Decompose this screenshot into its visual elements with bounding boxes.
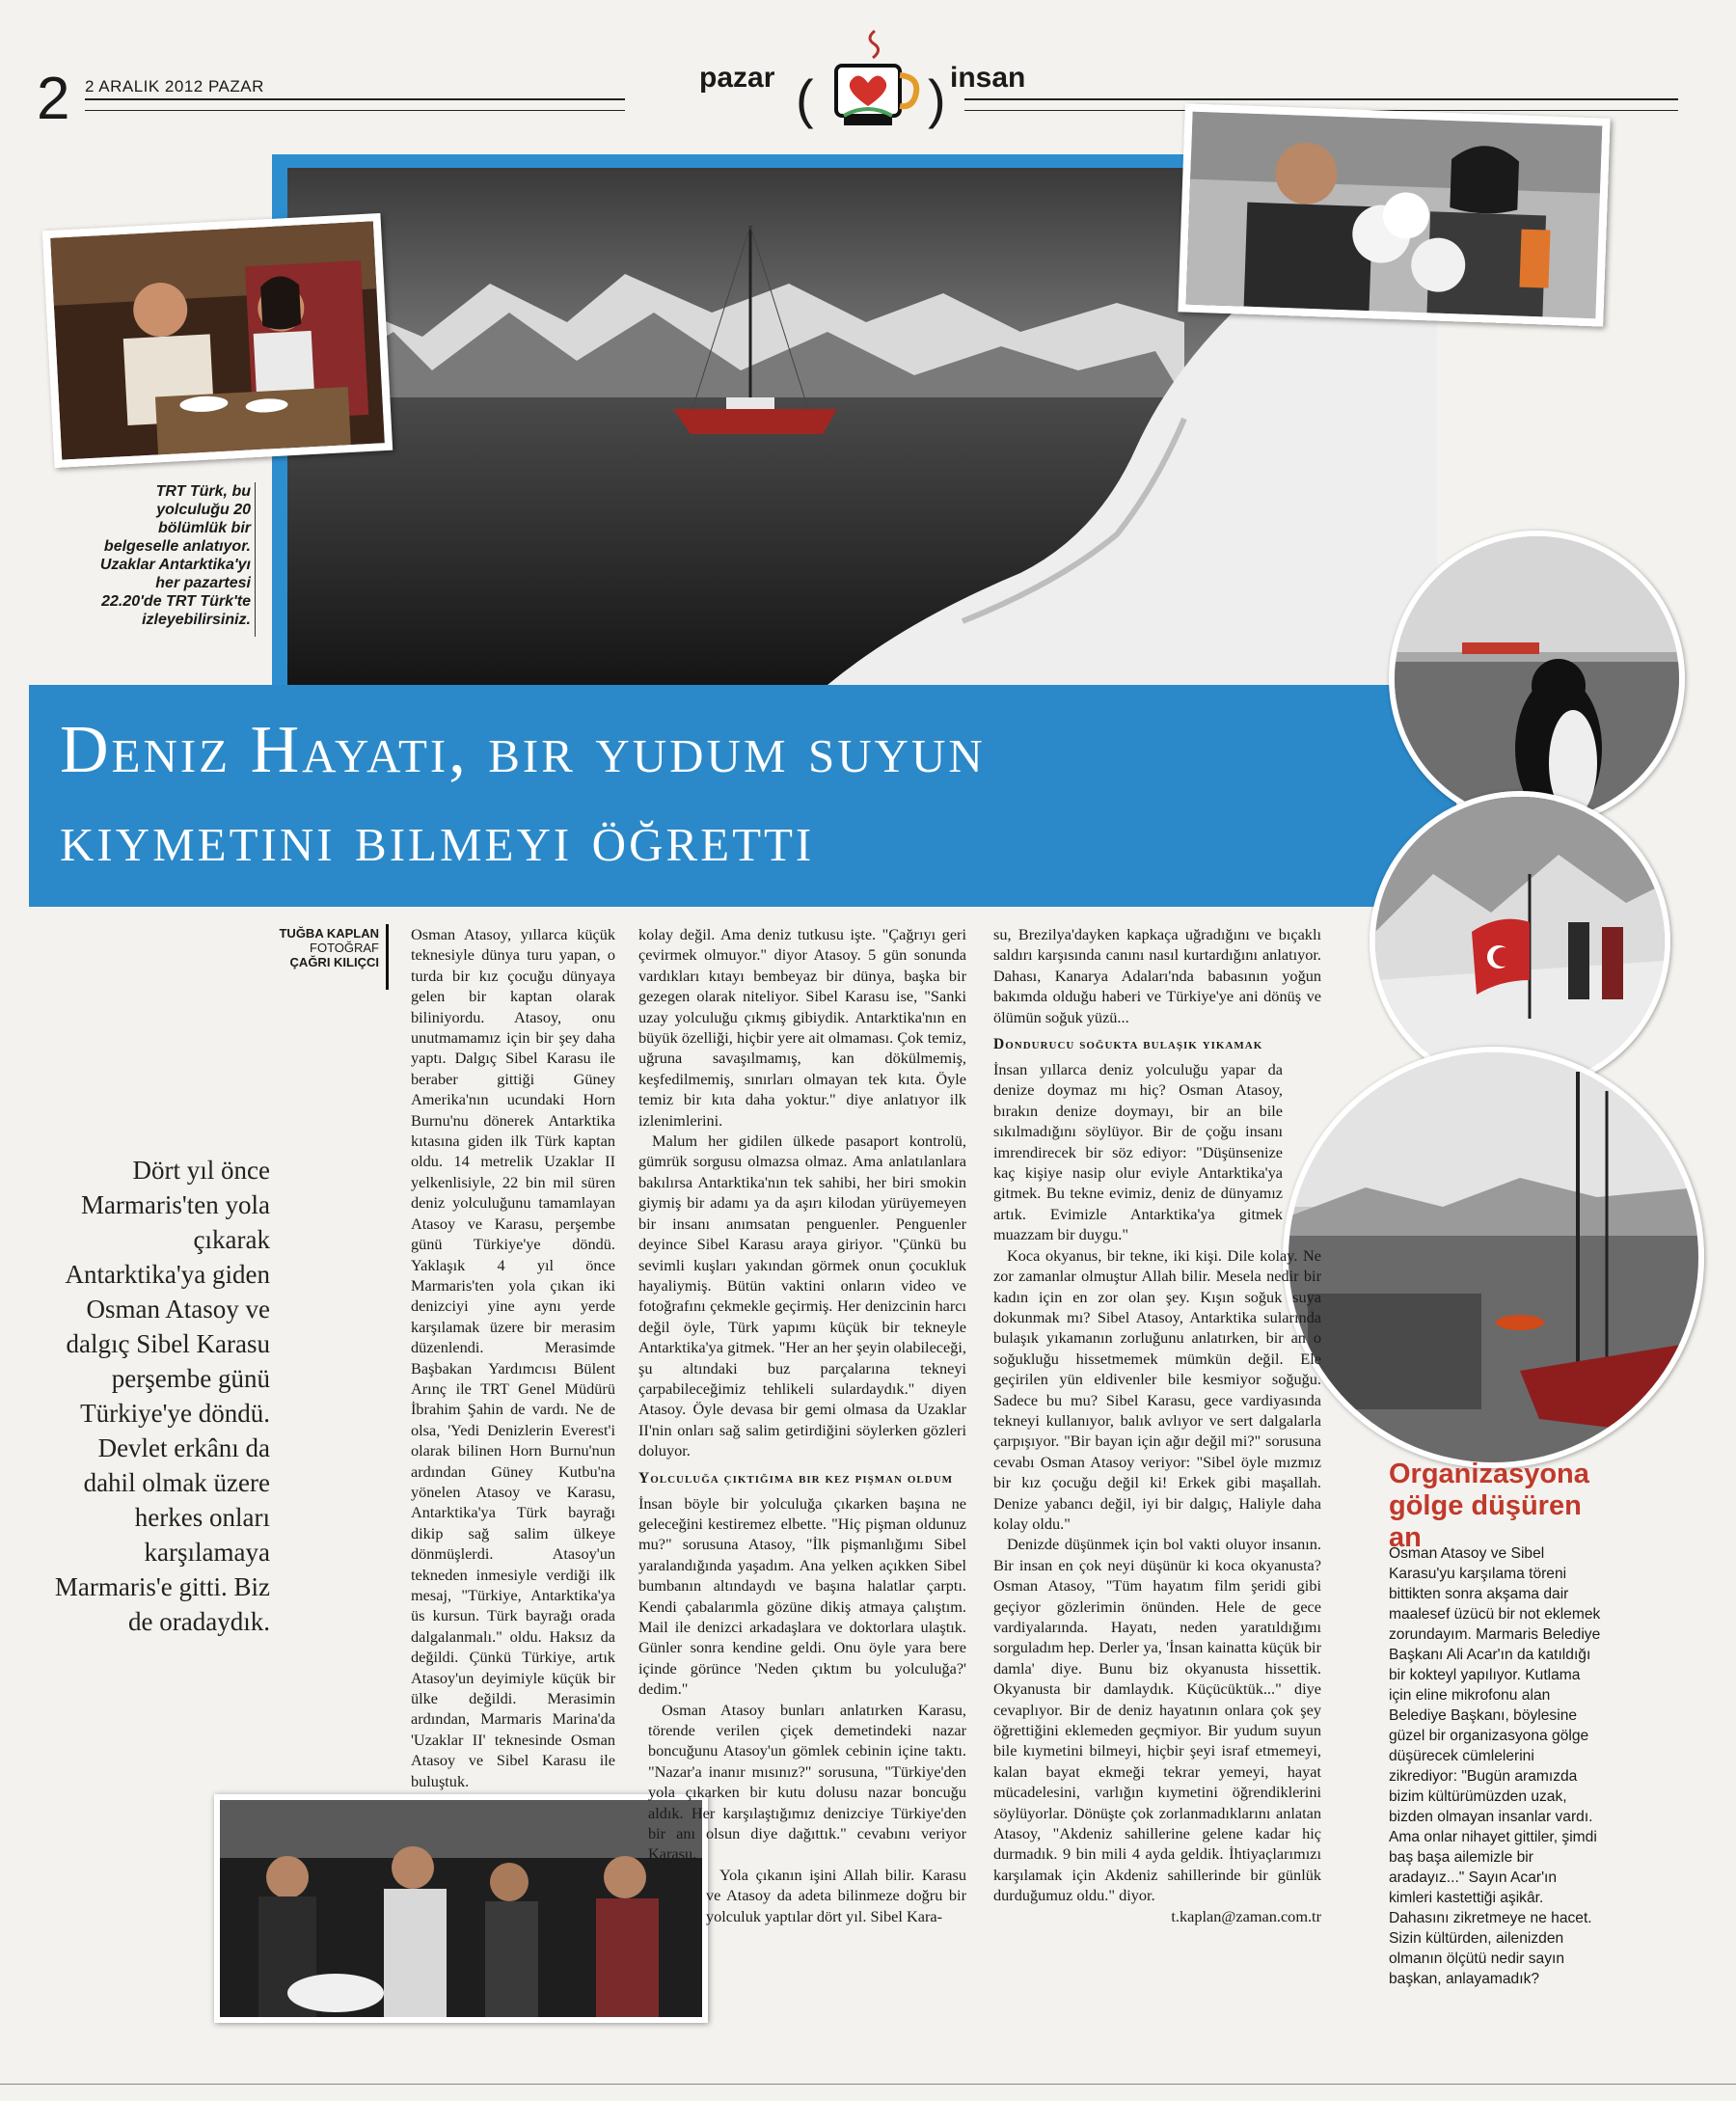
paragraph: İnsan böyle bir yolculuğa çıkarken başına ne geleceğini kestiremez elbette. "Hiç pişman oldunuz mu?" sorusuna Atasoy, "İlk pişmanlığımı Sibel yaralandığında yaşadım. Ana yelken açıkken Sibel bumbanın altındaydı ve başına halatlar çarptı. Kendi çabalarımla gözüne dikiş atmaya çalıştım. Mail ile denizci arkadaşlara ve doktorlara ulaştık. Günler sonra kendine geldi. Onu öyle yara bere içinde görünce 'Neden çıktım bu yolculuğa?' dedim." [638, 1493, 966, 1699]
paren-open: ( [796, 68, 814, 129]
paragraph: Yola çıkanın işini Allah bilir. Karasu ve Atasoy da adeta bilinmeze doğru bir yolculuk yaptılar dört yıl. Sibel Kara- [706, 1865, 966, 1925]
coffee-cup-logo-icon [815, 27, 931, 133]
author-email: t.kaplan@zaman.com.tr [1171, 1906, 1321, 1925]
paragraph: Koca okyanus, bir tekne, iki kişi. Dile kolay. Ne zor zamanlar olmuştur Allah bilir. Mesela nedir bir kadın için en zor olan şey. Kışın soğuk suya dokunmak mı? Sibel Atasoy, Antarktika sularında bulaşık yıkamanın zorluğunu anlatırken, bir an o soğukluğu hissetmemek mümkün değil. Ele geçirilen yün eldivenler bile kesmiyor soğuğu. Sadece bu mu? Sibel Karasu, gece vardiyasında tekneyi kullanıyor, balık avlıyor ve sert dalgalarla çarpışıyor. "Bir bayan için ağır değil mi?" sorusuna cevabı Osman Atasoy veriyor: "Sibel öyle mızmız bir kız çocuğu değil ki! Erkek gibi maşallah. Denize yabancı değil, iyi bir dalgıç, Haliyle daha kolay oldu." [993, 1245, 1321, 1533]
article-column-2 [638, 924, 966, 1926]
author-name: TUĞBA KAPLAN [279, 926, 379, 941]
reception-crowd-photo [214, 1794, 708, 2023]
paren-close: ) [928, 68, 946, 129]
photo-caption: TRT Türk, bu yolculuğu 20 bölümlük bir belgeselle anlatıyor. Uzaklar Antarktika'yı her pazartesi 22.20'de TRT Türk'te izleyebilirsiniz. [99, 483, 251, 628]
caption-rule [255, 482, 256, 637]
paragraph: Denizde düşünmek için bol vakti oluyor insanın. Bir insan en çok neyi düşünür ki koca okyanusta? Osman Atasoy, "Tüm hayatım film şeridi gibi geçiyor gözlerimin önünden. Hele de gece vardiyalarında. Hayatı, neden yaratıldığımı sorguladım hep. Derler ya, 'İnsan kainatta küçük bir damla' diye. Bunu biz okyanusta hissettik. Okyanusta bir damlaydık. Küçücüktük..." diye cevaplıyor. Bir de deniz hayatının onlara çok şey öğrettiğini eklemeden geçmiyor. Bir yudum suyun bile kıymetini bilmeyi, hiçbir şeyi israf etmemeyi, kalan bayat ekmeği tekrar yemeyi, hayat mücadelesini, varlığın kıymetini öğrendiklerini söylüyorlar. Dönüşte çok zorlanmadıklarını anlatan Atasoy, "Akdeniz sahillerine gelene kadar hiç durmadık. 9 bin mili 4 ayda geldik. İhtiyaçlarımızı karşılamak için Akdeniz sahillerinde bir günlük durduğumuz oldu." diyor. [993, 1535, 1321, 1905]
paragraph: Osman Atasoy bunları anlatırken Karasu, törende verilen çiçek demetindeki nazar boncuğunu Atasoy'un gömlek cebinin içine taktı. "Nazar'a inanır mısınız?" sorusuna, "Türkiye'den yola çıkarken bir kutu dolusu nazar boncuğu aldık. Her karşılaştığımız denizciye Türkiye'den bir anı olsun diye dağıttık." cevabını veriyor Karasu. [648, 1700, 966, 1864]
paragraph: su, Brezilya'dayken kapkaça uğradığını ve bıçaklı saldırı karşısında canını nasıl kurtardığını anlatıyor. Dahası, Kanarya Adaları'nda babasının yoğun bakımda olduğu haberi ve Türkiye'ye ani dönüş ve ölümün soğuk yüzü... [993, 925, 1321, 1026]
paragraph: Malum her gidilen ülkede pasaport kontrolü, gümrük sorgusu olmazsa olmaz. Ama anlatılanlara bakılırsa Antarktika'nın tek sahibi, her biri smokin giymiş bir adamı ya da aşırı kilodan yürüyemeyen bir insanı anımsatan penguenler. Penguenler deyince Sibel Karasu araya giriyor. "Çünkü bu sevimli kuşları yakından görmek onun çocukluk hayaliymiş. Bütün vaktini onların video ve fotoğrafını çekmekle geçirmiş. Her denizcinin harcı değil öyle, Türk yapımı küçük bir tekneyle Antarktika'ya gitmek. "Her an her şeyin olabileceği, şu altındaki buz parçalarına tekneyi çarpabileceğimiz tehlikeli sulardaydık." diyen Atasoy. Öyle devasa bir gemi olmasa da Uzaklar II'nin onları sağ salim getirdiğini söylerken gözleri doluyor. [638, 1132, 966, 1460]
paragraph: İnsan yıllarca deniz yolculuğu yapar da denize doymaz mı hiç? Osman Atasoy, bırakın denize doymayı, bir an bile sıkılmadığını söylüyor. Bir de çoğu insanı imrendirecek bir söz ediyor: "Düşünsenize kaç kişiye nasip olur eviyle Antarktika'ya gitmek. Bu tekne evimiz, deniz de dünyamız artık. Evimizle Antarktika'ya gitmek muazzam bir duygu." [993, 1060, 1283, 1244]
marmaris-marina-circle-photo [1283, 1047, 1704, 1468]
subheading: Dondurucu soğukta bulaşık yıkamak [993, 1036, 1263, 1053]
sidebar-title: Organizasyona gölge düşüren an [1389, 1459, 1589, 1553]
header-rule-left [85, 98, 625, 111]
photographer-name: ÇAĞRI KILIÇCI [289, 955, 379, 969]
issue-date: 2 ARALIK 2012 PAZAR [85, 77, 264, 96]
pull-quote: Dört yıl önce Marmaris'ten yola çıkarak Antarktika'ya giden Osman Atasoy ve dalgıç Sibel Karasu perşembe günü Türkiye'ye döndü. Devlet erkânı da dahil olmak üzere herkes onları karşılamaya Marmaris'e gitti. Biz de oradaydık. [54, 1156, 270, 1636]
bottom-rule [0, 2084, 1736, 2085]
photo-credit-label: FOTOĞRAF [310, 941, 379, 955]
headline-line-2: kıymetini bilmeyi öğretti [60, 802, 815, 876]
paragraph: kolay değil. Ama deniz tutkusu işte. "Çağrıyı geri çevirmek olmuyor." diyor Atasoy. 5 gün sonunda vardıkları kıtayı bembeyaz bir dünya, başka bir gezegen olarak niteliyor. Sibel Karasu ise, "Sanki uzay yolculuğu çıkmış gibiydik. Antarktika'nın en büyük özelliği, hiçbir yere ait olmaması. Çok temiz, uğruna savaşılmamış, kan dökülmemiş, keşfedilmemiş, sınırları olmayan tek kıta. Öyle temiz bir kıta daha yoktur." diye anlatıyor ilk izlenimlerini. [638, 925, 966, 1130]
section-name-left: pazar [699, 62, 775, 94]
dinner-aboard-photo [42, 213, 393, 468]
headline-line-1: Deniz Hayatı, bir yudum suyun [60, 713, 986, 787]
section-name-right: insan [950, 62, 1026, 94]
welcome-couple-photo [1178, 103, 1610, 326]
article-column-3 [993, 924, 1321, 1926]
turkish-flag-circle-photo [1370, 791, 1670, 1092]
paragraph: Osman Atasoy, yıllarca küçük teknesiyle dünya turu yapan, o turda bir kız çocuğu dünyaya gelen bir kaptan olarak biliniyordu. Atasoy, onu unutmamamız için bir şey daha yaptı. Dalgıç Sibel Karasu ile beraber gittiği Güney Amerika'nın ucundaki Horn Burnu'nu dönerek Antarktika kıtasına giden ilk Türk kaptan oldu. 14 metrelik Uzaklar II yelkenlisiyle, 22 bin mil süren deniz yolculuğunu tamamlayan Atasoy ve Karasu, perşembe günü Türkiye'ye döndü. Yaklaşık 4 yıl önce Marmaris'ten yola çıkan iki denizciyi yine aynı yerde karşılamak üzere bir merasim düzenlendi. Merasimde Başbakan Yardımcısı Bülent Arınç ile TRT Genel Müdürü İbrahim Şahin de vardı. Ne de olsa, 'Yedi Denizlerin Everest'i olarak bilinen Horn Burnu'nun ardından Güney Kutbu'na yönelen Atasoy ve Karasu, Antarktika'ya Türk bayrağı dikip sağ salim ülkeye dönmüşlerdi. Atasoy'un tekneden inmesiyle verdiği ilk mesaj, "Türkiye, Antarktika'ya üs kursun. Türk bayrağı orada dalgalanmalı." oldu. Haksız da değildi. Çünkü Türkiye, artık Atasoy'un deyimiyle küçük bir ülke değildi. Merasimin ardından, Marmaris Marina'da 'Uzaklar II' teknesinde Osman Atasoy ve Sibel Karasu ile buluştuk. [411, 925, 615, 1790]
subheading: Yolculuğa çıktığıma bir kez pişman oldum [638, 1469, 954, 1487]
sidebar-text: Osman Atasoy ve Sibel Karasu'yu karşılama töreni bittikten sonra akşama dair maalesef üzücü bir not eklemek zorundayım. Marmaris Belediye Başkanı Ali Acar'ın da katıldığı bir kokteyl yapılıyor. Kutlama için eline mikrofonu alan Belediye Başkanı, böylesine güzel bir organizasyona gölge düşürecek cümlelerini zikrediyor: "Bugün aramızda bizim kültürümüzden uzak, bizden olmayan insanlar vardı. Ama onlar nihayet gittiler, şimdi baş başa ailemizle bir aradayız..." Sayın Acar'ın kimleri kastettiği aşikâr. Dahasını zikretmeye ne hacet. Sizin kültürden, ailenizden olmanın ölçütü nedir sayın başkan, anlayamadık? [1389, 1545, 1601, 1987]
page-number: 2 [37, 66, 70, 132]
headline [60, 706, 986, 884]
penguin-circle-photo [1389, 531, 1685, 827]
